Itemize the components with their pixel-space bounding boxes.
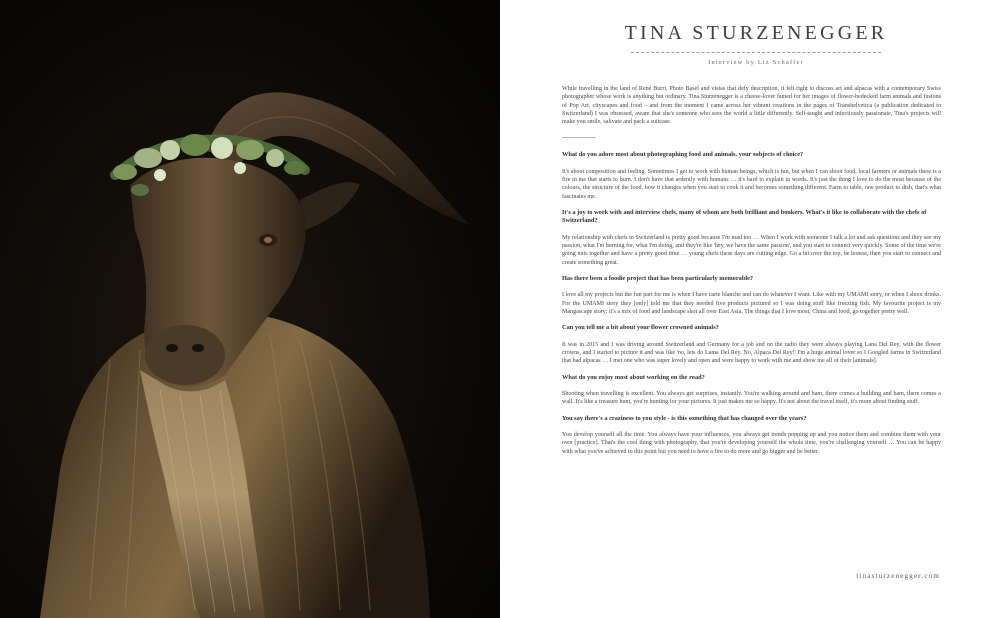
masthead	[500, 22, 1000, 66]
byline: Interview by Liz Schaffer	[708, 59, 804, 66]
question: Has there been a foodie project that has been particularly memorable?	[562, 275, 754, 283]
section-divider	[562, 137, 596, 138]
question: You say there's a craziness to you style - is this something that has changed over the years?	[562, 414, 807, 422]
article-body	[562, 85, 941, 464]
question: What do you adore most about photographing food and animals, your subjects of choice?	[562, 151, 804, 159]
answer: Shooting when travelling is excellent. You always get surprises, instantly. You're walking around and bam, there comes a building and bam, there comes a wall. It's like a treasure hunt, you're hunting for your pictures. It just makes me so happy. It's not about the travel itself, it's more about finding stuff.	[562, 391, 941, 406]
answer: My relationship with chefs in Switzerland is pretty good because I'm mad too … When I work with someone I talk a lot and ask questions and they see my passion, what I'm burning for, what I'm doing, and they're like 'hey, we have the same passion', and you start to connect very quickly. Some of the time we're going nuts together and have a pretty good time … young chefs these days are cutting edge. Go a bit over the top, be honest, then you start to connect and create something great.	[562, 234, 941, 266]
answer: I love all my projects but the fun part for me is when I have carte blanche and can do whatever I want. Like with my UMAMI story, or when I shoot drinks. For the UMAMI story they [only] told me that they needed five products pictured so I was doing stuff like freezing fish. My favourite project is my Mangascape story; it's a mix of food and landscape shot all over East Asia. The things that I love most, China and food, go together pretty well.	[562, 292, 941, 316]
article-page	[500, 0, 1000, 618]
answer: It was in 2015 and I was driving around Switzerland and Germany for a job and on the radio they were always playing Lana Del Rey, with the flower crowns, and I started to picture it and was like 'no, lets do Lama Del Rey. No, Alpaca Del Rey!' I'm a huge animal lover so I Googled farms in Switzerland that had alpacas … I met one who was super lovely and open and were happy to work with me and show me all of their [animals].	[562, 341, 941, 365]
intro-paragraph: While travelling in the land of René Burri, Photo Basel and vistas that defy description, it felt right to discuss art and alpacas with a contemporary Swiss photographer whose work is anything but ordinary. Tina Sturzenegger is a cheese-lover famed for her images of flower-bedecked farm animals and fusions of Pop Art, cityscapes and food – and from the moment I came across her vibrant creations in the pages of Transhelvetica (a publication dedicated to Switzerland) I was obsessed, aware that she's someone who sees the world a little differently. Self-taught and infectiously passionate, Tina's projects will make you smile, salivate and pack a suitcase.	[562, 86, 941, 126]
website-url: tinasturzenegger.com	[856, 572, 940, 580]
title-divider	[631, 52, 881, 53]
article-title: TINA STURZENEGGER	[624, 22, 888, 44]
question: What do you enjoy most about working on the road?	[562, 373, 705, 381]
answer: You develop yourself all the time. You always have your influences, you always get trends popping up and you notice them and combine them with your own [practice]. That's the cool thing with photography, that you're developing yourself the whole time, you're challenging yourself … You can be happy with what you've achieved to this point but you need to have a fire to do more and go bigger and be better.	[562, 432, 941, 455]
question: Can you tell me a bit about your flower crowned animals?	[562, 324, 719, 332]
answer: It's about composition and feeling. Sometimes I get to work with human beings, which is fun, but when I can shoot food, local farmers or animals there is a fire in me that starts to burn. I don't have that ardently with humans … it's hard to explain in words. It's just the thing I love to do the most because of the colours, the structure of the food, how it changes when you start to cook it and becomes something different. Farm to table, raw product to dish, that's what fascinates me.	[562, 168, 941, 200]
question: It's a joy to work with and interview chefs, many of whom are both brilliant and bonkers. What's it like to collaborate with the chefs of Switzerland?	[562, 209, 927, 225]
